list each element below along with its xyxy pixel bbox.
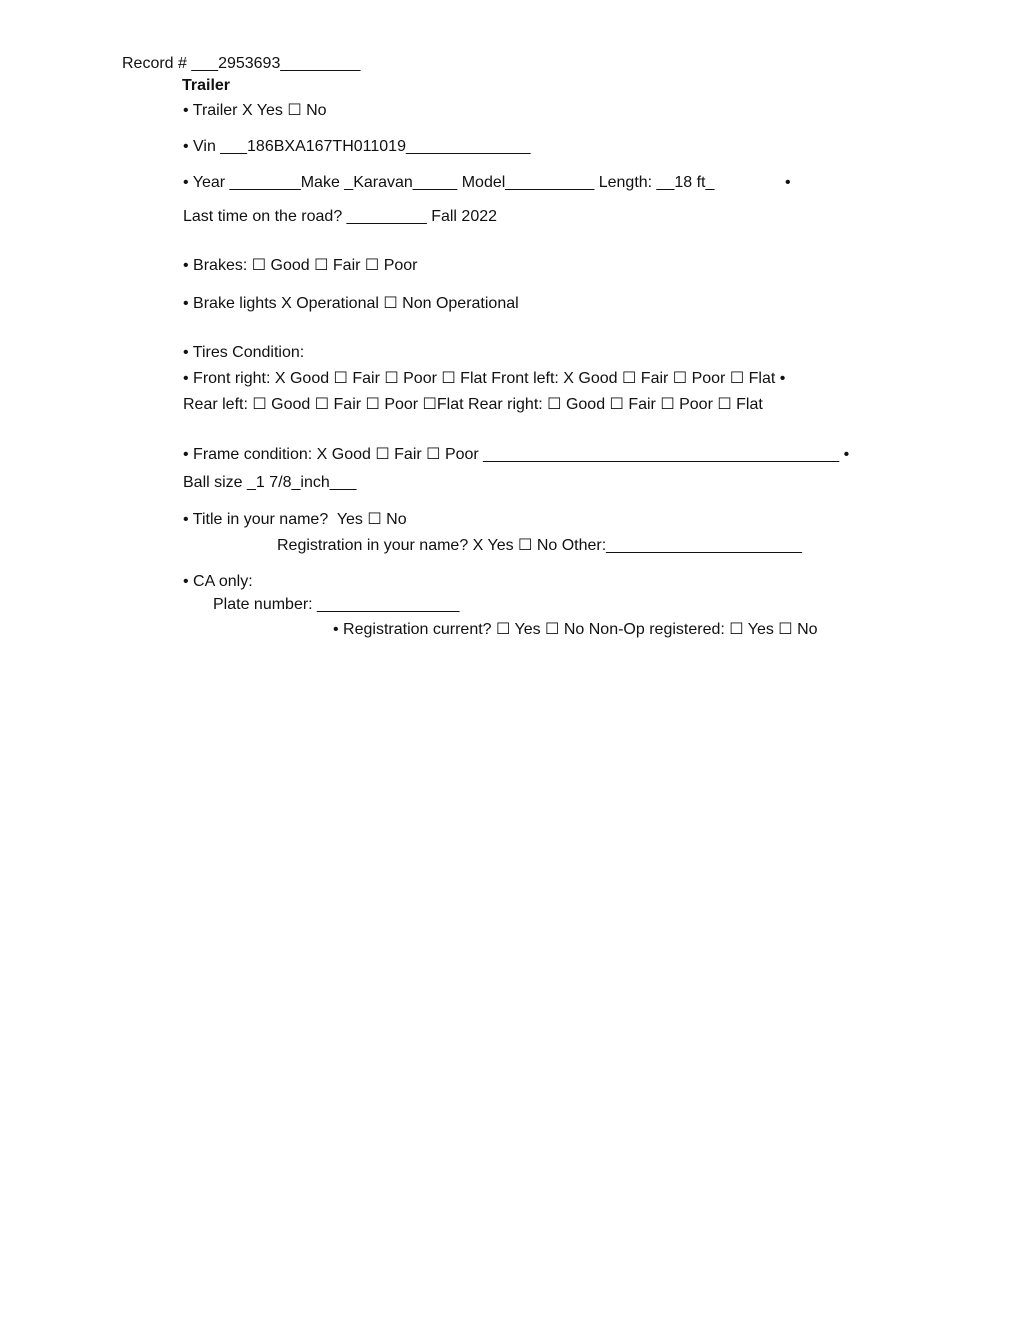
last-time-on-road-line: Last time on the road? _________ Fall 2022 <box>183 208 498 225</box>
plate-number-line: Plate number: ________________ <box>213 596 460 613</box>
frame-condition-line: • Frame condition: X Good ☐ Fair ☐ Poor ________________________________________ • <box>183 446 850 463</box>
brakes-line: • Brakes: ☐ Good ☐ Fair ☐ Poor <box>183 257 418 274</box>
front-tires-line: • Front right: X Good ☐ Fair ☐ Poor ☐ Flat Front left: X Good ☐ Fair ☐ Poor ☐ Flat • <box>183 370 786 387</box>
registration-name-line: Registration in your name? X Yes ☐ No Other:______________________ <box>277 537 802 554</box>
title-line: • Title in your name? Yes ☐ No <box>183 511 407 528</box>
year-make-model-line: • Year ________Make _Karavan_____ Model__________ Length: __18 ft_ <box>183 174 715 191</box>
vin-line: • Vin ___186BXA167TH011019______________ <box>183 138 531 155</box>
bullet-marker: • <box>785 174 791 191</box>
trailer-line: • Trailer X Yes ☐ No <box>183 102 327 119</box>
tires-condition-header: • Tires Condition: <box>183 344 305 361</box>
brake-lights-line: • Brake lights X Operational ☐ Non Operational <box>183 295 519 312</box>
record-number-line: Record # ___2953693_________ <box>122 55 361 72</box>
ca-only-line: • CA only: <box>183 573 253 590</box>
rear-tires-line: Rear left: ☐ Good ☐ Fair ☐ Poor ☐Flat Rear right: ☐ Good ☐ Fair ☐ Poor ☐ Flat <box>183 396 763 413</box>
ball-size-line: Ball size _1 7/8_inch___ <box>183 474 357 491</box>
registration-current-line: • Registration current? ☐ Yes ☐ No Non-Op registered: ☐ Yes ☐ No <box>333 621 818 638</box>
section-heading: Trailer <box>182 77 231 94</box>
